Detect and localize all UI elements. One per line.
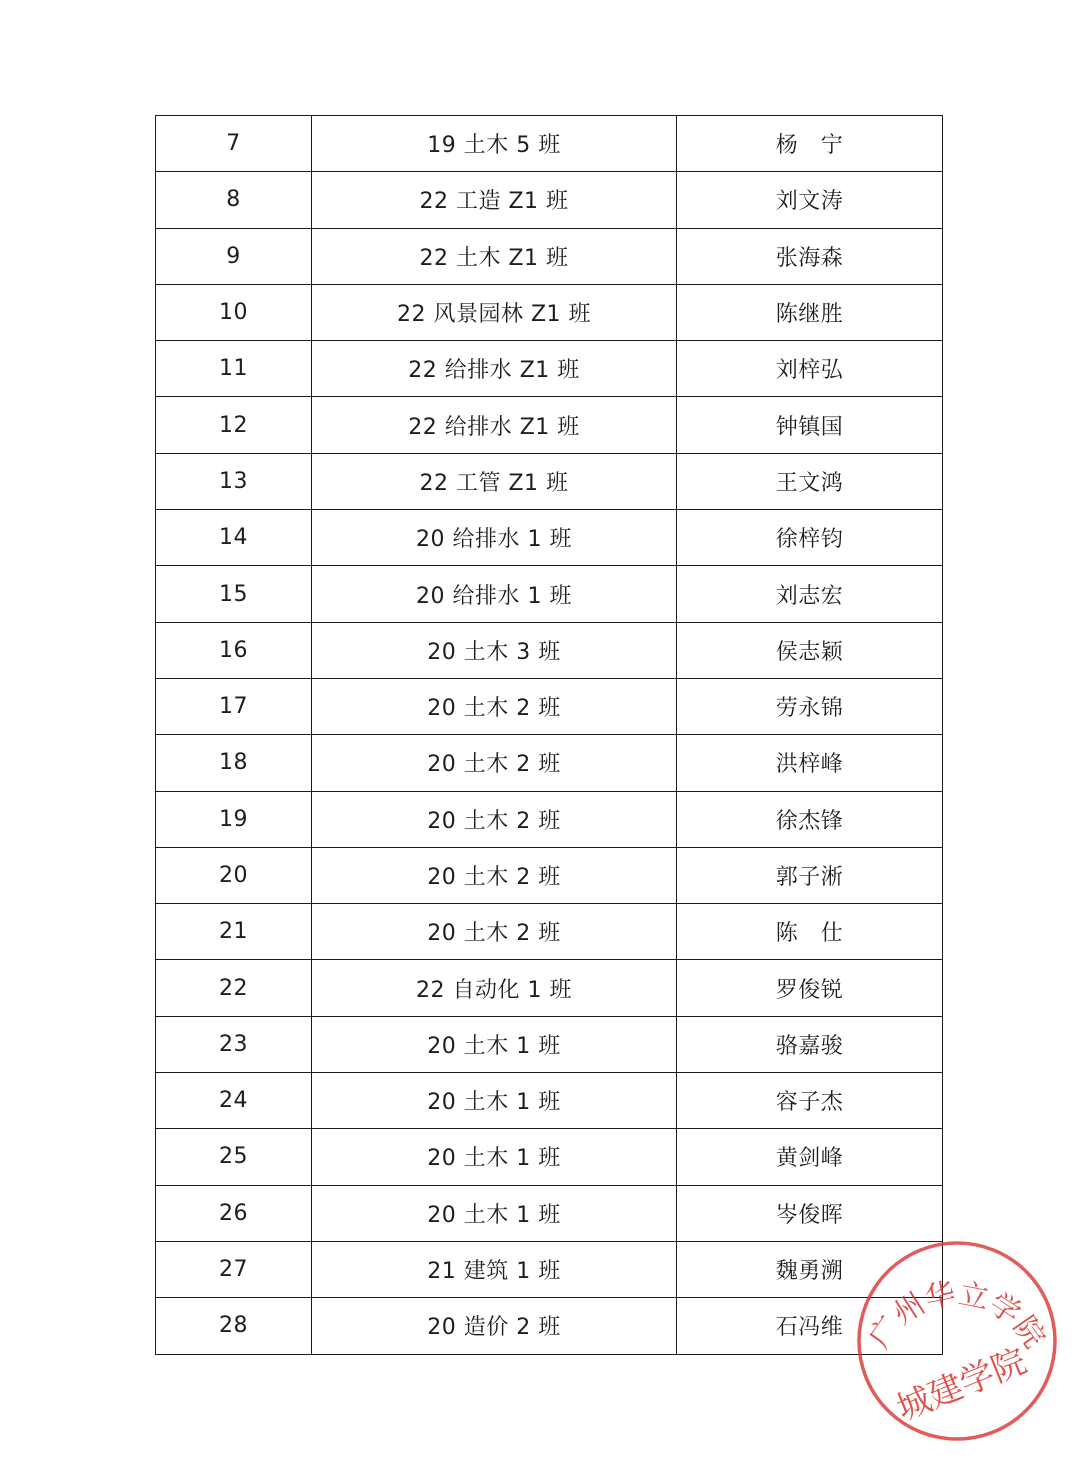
table-row — [156, 1241, 943, 1297]
table-row — [156, 510, 943, 566]
class-cell: 22 自动化 1 班 — [312, 960, 677, 1016]
class-cell: 22 给排水 Z1 班 — [312, 397, 677, 453]
class-cell: 20 土木 2 班 — [312, 735, 677, 791]
official-seal — [852, 1236, 1062, 1446]
row-number: 16 — [156, 622, 312, 678]
table-row — [156, 960, 943, 1016]
table-row — [156, 453, 943, 509]
table-row — [156, 735, 943, 791]
row-number: 28 — [156, 1298, 312, 1354]
row-number: 15 — [156, 566, 312, 622]
row-number: 14 — [156, 510, 312, 566]
class-cell: 20 给排水 1 班 — [312, 510, 677, 566]
class-cell: 19 土木 5 班 — [312, 116, 677, 172]
name-cell: 郭子淅 — [677, 847, 943, 903]
table-row — [156, 172, 943, 228]
name-cell: 刘梓弘 — [677, 341, 943, 397]
name-cell: 骆嘉骏 — [677, 1016, 943, 1072]
table-row — [156, 566, 943, 622]
row-number: 12 — [156, 397, 312, 453]
name-cell: 陈 仕 — [677, 904, 943, 960]
class-cell: 20 土木 2 班 — [312, 847, 677, 903]
name-cell: 魏勇溯 — [677, 1241, 943, 1297]
table-row — [156, 678, 943, 734]
row-number: 8 — [156, 172, 312, 228]
name-cell: 刘志宏 — [677, 566, 943, 622]
row-number: 24 — [156, 1073, 312, 1129]
row-number: 11 — [156, 341, 312, 397]
class-cell: 22 工造 Z1 班 — [312, 172, 677, 228]
row-number: 22 — [156, 960, 312, 1016]
row-number: 23 — [156, 1016, 312, 1072]
name-cell: 徐梓钧 — [677, 510, 943, 566]
class-cell: 20 土木 1 班 — [312, 1073, 677, 1129]
row-number: 10 — [156, 284, 312, 340]
table-row — [156, 1298, 943, 1354]
name-cell: 王文鸿 — [677, 453, 943, 509]
table-row — [156, 341, 943, 397]
class-cell: 20 土木 2 班 — [312, 904, 677, 960]
table-row — [156, 847, 943, 903]
row-number: 19 — [156, 791, 312, 847]
seal-outer-text: 广州华立学院 — [862, 1276, 1052, 1355]
name-cell: 徐杰锋 — [677, 791, 943, 847]
name-cell: 刘文涛 — [677, 172, 943, 228]
name-cell: 容子杰 — [677, 1073, 943, 1129]
row-number: 7 — [156, 116, 312, 172]
name-cell: 陈继胜 — [677, 284, 943, 340]
class-cell: 20 给排水 1 班 — [312, 566, 677, 622]
name-cell: 黄剑峰 — [677, 1129, 943, 1185]
table-row — [156, 1016, 943, 1072]
class-cell: 22 给排水 Z1 班 — [312, 341, 677, 397]
seal-inner-text: 城建学院 — [891, 1341, 1033, 1430]
name-cell: 劳永锦 — [677, 678, 943, 734]
roster-body — [156, 116, 943, 1355]
row-number: 18 — [156, 735, 312, 791]
name-cell: 岑俊晖 — [677, 1185, 943, 1241]
row-number: 21 — [156, 904, 312, 960]
table-row — [156, 284, 943, 340]
table-row — [156, 791, 943, 847]
row-number: 27 — [156, 1241, 312, 1297]
name-cell: 张海森 — [677, 228, 943, 284]
row-number: 17 — [156, 678, 312, 734]
table-row — [156, 1185, 943, 1241]
class-cell: 22 土木 Z1 班 — [312, 228, 677, 284]
class-cell: 21 建筑 1 班 — [312, 1241, 677, 1297]
class-cell: 20 土木 2 班 — [312, 678, 677, 734]
class-cell: 22 工管 Z1 班 — [312, 453, 677, 509]
name-cell: 钟镇国 — [677, 397, 943, 453]
name-cell: 洪梓峰 — [677, 735, 943, 791]
row-number: 20 — [156, 847, 312, 903]
table-row — [156, 1073, 943, 1129]
table-row — [156, 397, 943, 453]
table-row — [156, 228, 943, 284]
name-cell: 杨 宁 — [677, 116, 943, 172]
table-row — [156, 622, 943, 678]
roster-table — [155, 115, 943, 1355]
row-number: 13 — [156, 453, 312, 509]
class-cell: 20 土木 1 班 — [312, 1129, 677, 1185]
row-number: 25 — [156, 1129, 312, 1185]
name-cell: 侯志颖 — [677, 622, 943, 678]
class-cell: 20 土木 1 班 — [312, 1016, 677, 1072]
row-number: 9 — [156, 228, 312, 284]
row-number: 26 — [156, 1185, 312, 1241]
class-cell: 22 风景园林 Z1 班 — [312, 284, 677, 340]
name-cell: 罗俊锐 — [677, 960, 943, 1016]
table-row — [156, 1129, 943, 1185]
class-cell: 20 土木 2 班 — [312, 791, 677, 847]
class-cell: 20 土木 3 班 — [312, 622, 677, 678]
class-cell: 20 土木 1 班 — [312, 1185, 677, 1241]
name-cell: 石冯维 — [677, 1298, 943, 1354]
class-cell: 20 造价 2 班 — [312, 1298, 677, 1354]
table-row — [156, 904, 943, 960]
table-row — [156, 116, 943, 172]
